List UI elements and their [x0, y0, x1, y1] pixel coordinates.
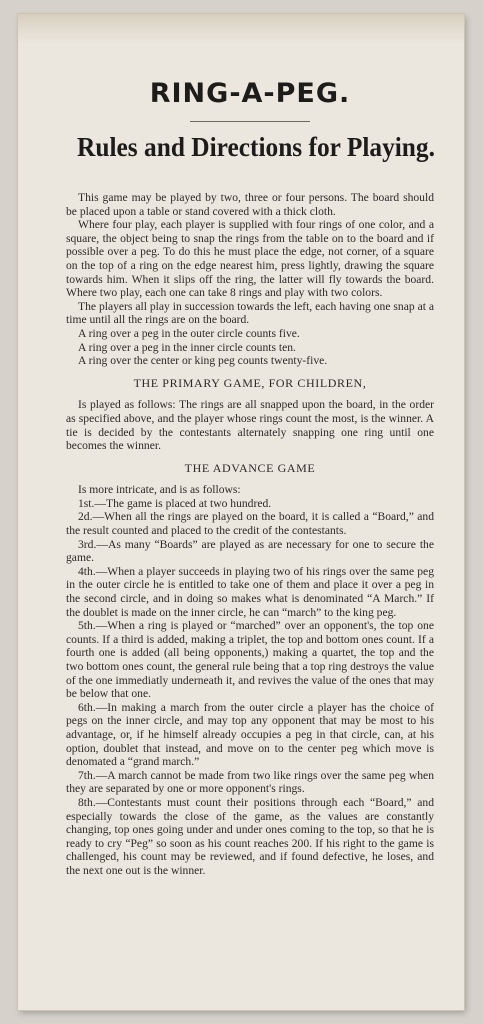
scoring-rule: A ring over a peg in the inner circle counts ten.	[78, 340, 296, 354]
advance-rule: 6th.—In making a march from the outer circle a player has the choice of pegs on the inner circle, and may top any opponent that may be most to his advantage, or, if he himself already occupies a peg in that circle, can, at his option, doublet that instead, and move on to the center peg which move is denomated a “grand march.”	[66, 700, 434, 769]
intro-paragraph: This game may be played by two, three or four persons. The board should be placed upon a table or stand covered with a thick cloth.	[66, 191, 434, 218]
primary-game-heading: THE PRIMARY GAME, FOR CHILDREN,	[133, 375, 367, 390]
advance-rule: 8th.—Contestants must count their positions through each “Board,” and especially towards the close of the game, as the values are constantly changing, top ones going under and under ones coming to the top, so that he is ready to cry “Peg” so soon as his count reaches 200. If his right to the game is challenged, his count may be reviewed, and if found defective, he loses, and the next one out is the winner.	[66, 795, 434, 877]
page-title: RING-A-PEG.	[149, 78, 351, 109]
rules-sheet	[18, 14, 464, 1010]
advance-rule: 2d.—When all the rings are played on the board, it is called a “Board,” and the result counted and placed to the credit of the contestants.	[66, 510, 434, 538]
advance-game-heading: THE ADVANCE GAME	[184, 460, 316, 475]
page-subtitle: Rules and Directions for Playing.	[77, 132, 435, 162]
intro-paragraph: Where four play, each player is supplied with four rings of one color, and a square, the object being to snap the rings from the table on to the board and if possible over a peg. To do this he must place the edge, not corner, of a square on the top of a ring on the edge nearest him, press lightly, drawing the square towards him. When it slips off the ring, the latter will fly towards the board. Where two play, each one can take 8 rings and play with two colors.	[66, 218, 434, 300]
rules-body	[66, 191, 434, 878]
advance-rule: 4th.—When a player succeeds in playing two of his rings over the same peg in the outer circle he is entitled to take one of them and place it over a peg in the second circle, and in doing so makes what is denominated “A March.” If the doublet is made on the inner circle, he can “march” to the king peg.	[66, 564, 434, 619]
advance-rule: Is more intricate, and is as follows:	[78, 483, 241, 497]
advance-rule: 7th.—A march cannot be made from two like rings over the same peg when they are separated by one or more opponent's rings.	[66, 768, 434, 796]
title-divider	[190, 121, 310, 122]
advance-rule: 5th.—When a ring is played or “marched” over an opponent's, the top one counts. If a third is added, making a triplet, the top and bottom ones count. If a fourth one is added (all being opponents,) making a quartet, the top and the two bottom ones count, the general rule being that a top ring destroys the value of the one immediatly underneath it, and revives the value of the ones that may be below that one.	[66, 619, 434, 701]
intro-paragraph: The players all play in succession towards the left, each having one snap at a time until all the rings are on the board.	[66, 299, 434, 327]
primary-game-text: Is played as follows: The rings are all snapped upon the board, in the order as specified above, and the player whose rings count the most, is the winner. A tie is decided by the contestants alternately snapping one ring until one becomes the winner.	[66, 398, 434, 453]
paper-stain	[18, 14, 464, 44]
scoring-rule: A ring over the center or king peg counts twenty-five.	[78, 354, 328, 368]
advance-rule: 1st.—The game is placed at two hundred.	[78, 496, 272, 510]
scoring-rule: A ring over a peg in the outer circle counts five.	[78, 326, 300, 340]
advance-rule: 3rd.—As many “Boards” are played as are necessary for one to secure the game.	[66, 537, 434, 565]
